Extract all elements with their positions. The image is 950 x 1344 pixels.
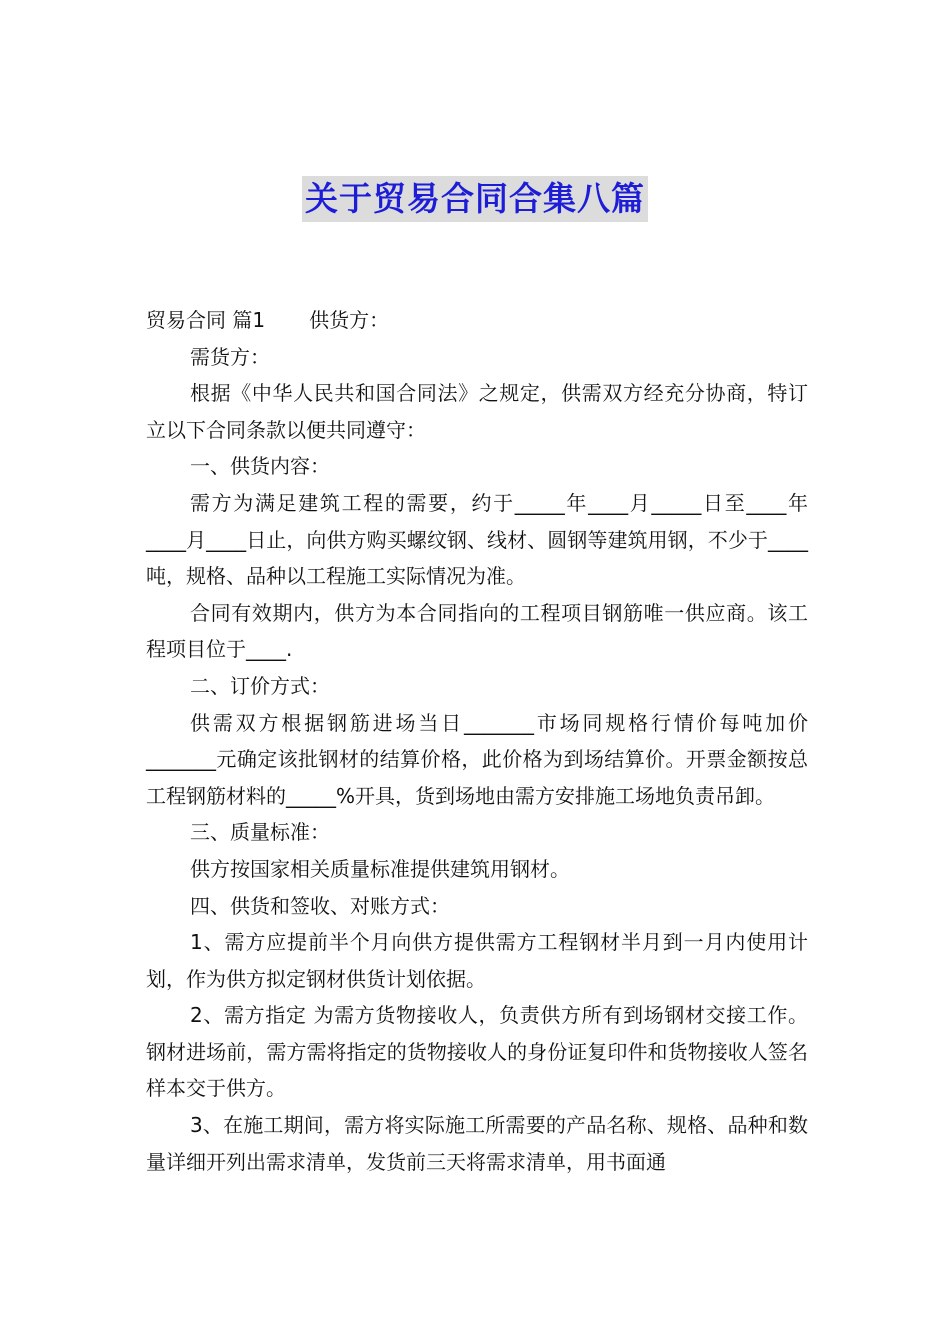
paragraph-supply-content: 需方为满足建筑工程的需要，约于_____年____月_____日至____年____月____日止，向供方购买螺纹钢、线材、圆钢等建筑用钢，不少于____吨，规格、品种以工程施工实际情况为准。 <box>146 490 808 589</box>
heading-delivery: 四、供货和签收、对账方式： <box>190 893 450 918</box>
paragraph-quality: 供方按国家相关质量标准提供建筑用钢材。 <box>190 856 570 881</box>
supplier-label: 供货方： <box>309 308 390 332</box>
paragraph-buyer-label: 需货方： <box>190 344 270 369</box>
paragraph-preamble: 根据《中华人民共和国合同法》之规定，供需双方经充分协商，特订立以下合同条款以便共同遵守： <box>146 381 808 442</box>
title-container <box>0 176 950 222</box>
section-heading: 贸易合同 篇1 <box>146 308 266 332</box>
heading-pricing: 二、订价方式： <box>190 673 330 698</box>
paragraph-pricing: 供需双方根据钢筋进场当日_______市场同规格行情价每吨加价_______元确定该批钢材的结算价格，此价格为到场结算价。开票金额按总工程钢筋材料的_____%开具，货到场地由需方安排施工场地负责吊卸。 <box>146 710 808 808</box>
section-header-line <box>146 302 808 339</box>
paragraph-delivery-2: 2、需方指定 为需方货物接收人，负责供方所有到场钢材交接工作。钢材进场前，需方需将指定的货物接收人的身份证复印件和货物接收人签名样本交于供方。 <box>146 1003 808 1101</box>
paragraph-sole-supplier: 合同有效期内，供方为本合同指向的工程项目钢筋唯一供应商。该工程项目位于____. <box>146 600 808 662</box>
document-body <box>146 302 808 1180</box>
paragraph-delivery-1: 1、需方应提前半个月向供方提供需方工程钢材半月到一月内使用计划，作为供方拟定钢材供货计划依据。 <box>146 930 808 991</box>
heading-supply-content: 一、供货内容： <box>190 454 330 479</box>
paragraph-delivery-3: 3、在施工期间，需方将实际施工所需要的产品名称、规格、品种和数量详细开列出需求清单，发货前三天将需求清单，用书面通 <box>146 1113 808 1174</box>
heading-quality: 三、质量标准： <box>190 820 330 845</box>
document-title: 关于贸易合同合集八篇 <box>302 176 648 222</box>
